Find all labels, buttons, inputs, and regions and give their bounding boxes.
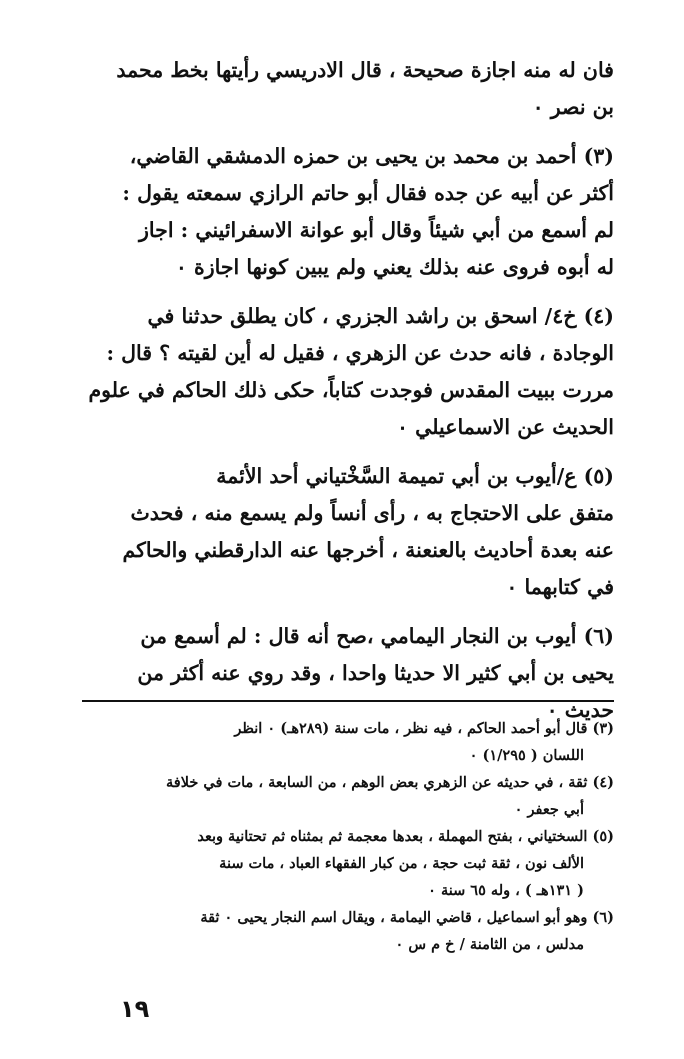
paragraph-entry-5 [52,458,614,606]
footnote-line: اللسان ( ١/٢٩٥) ٠ [469,747,584,764]
footnote-3 [52,715,614,769]
paragraph-entry-4 [52,298,614,446]
text-line: (٣) أحمد بن محمد بن يحيى بن حمزه الدمشقي القاضي، [129,144,614,168]
text-line: متفق على الاحتجاج به ، رأى أنساً ولم يسمع منه ، فحدث [130,501,614,525]
footnote-line: (٥) السختياني ، بفتح المهملة ، بعدها معجمة ثم بمثناه ثم تحتانية وبعد [197,828,614,845]
text-line: (٦) أيوب بن النجار اليمامي ،صح أنه قال : لم أسمع من [140,624,614,648]
text-line: فان له منه اجازة صحيحة ، قال الادريسي رأيتها بخط محمد [116,58,614,82]
footnote-4 [52,769,614,823]
footnote-line: (٤) ثقة ، في حديثه عن الزهري بعض الوهم ، من السابعة ، مات في خلافة [166,774,614,791]
footnote-line: مدلس ، من الثامنة / خ م س ٠ [395,936,584,953]
text-line: في كتابهما ٠ [506,575,614,599]
text-line: الوجادة ، فانه حدث عن الزهري ، فقيل له أين لقيته ؟ قال : [106,341,614,365]
paragraph-entry-6 [52,618,614,729]
footnote-line: (٦) وهو أبو اسماعيل ، قاضي اليمامة ، ويقال اسم النجار يحيى ٠ ثقة [200,909,614,926]
footnote-line: ( ١٣١هـ ) ، وله ٦٥ سنة ٠ [428,882,584,899]
text-line: (٤) خ٤/ اسحق بن راشد الجزري ، كان يطلق حدثنا في [147,304,614,328]
page-number: ١٩ [120,995,150,1023]
footnote-line: الألف نون ، ثقة ثبت حجة ، من كبار الفقهاء العباد ، مات سنة [219,855,584,872]
paragraph-entry-3 [52,138,614,286]
text-line: يحيى بن أبي كثير الا حديثا واحدا ، وقد روي عنه أكثر من [137,661,614,685]
footnote-5 [52,823,614,904]
footnote-divider [82,700,614,702]
text-line: مررت ببيت المقدس فوجدت كتاباً، حكى ذلك الحاكم في علوم [88,378,614,402]
main-text [52,52,614,729]
footnote-line: أبي جعفر ٠ [514,801,584,818]
text-line: عنه بعدة أحاديث بالعنعنة ، أخرجها عنه الدارقطني والحاكم [122,538,614,562]
text-line: بن نصر ٠ [532,95,614,119]
text-line: الحديث عن الاسماعيلي ٠ [397,415,614,439]
text-line: (٥) ع/أيوب بن أبي تميمة السَّخْتياني أحد الأئمة [216,464,614,488]
text-line: أكثر عن أبيه عن جده فقال أبو حاتم الرازي سمعته يقول : [122,181,614,205]
text-line: حديث ٠ [546,698,614,722]
text-line: لم أسمع من أبي شيئاً وقال أبو عوانة الاسفرائيني : اجاز [139,218,614,242]
footnote-line: (٣) قال أبو أحمد الحاكم ، فيه نظر ، مات سنة (٢٨٩هـ) ٠ انظر [234,720,614,737]
footnotes [52,715,614,958]
paragraph-continuation [52,52,614,126]
footnote-6 [52,904,614,958]
text-line: له أبوه فروى عنه بذلك يعني ولم يبين كونها اجازة ٠ [175,255,614,279]
